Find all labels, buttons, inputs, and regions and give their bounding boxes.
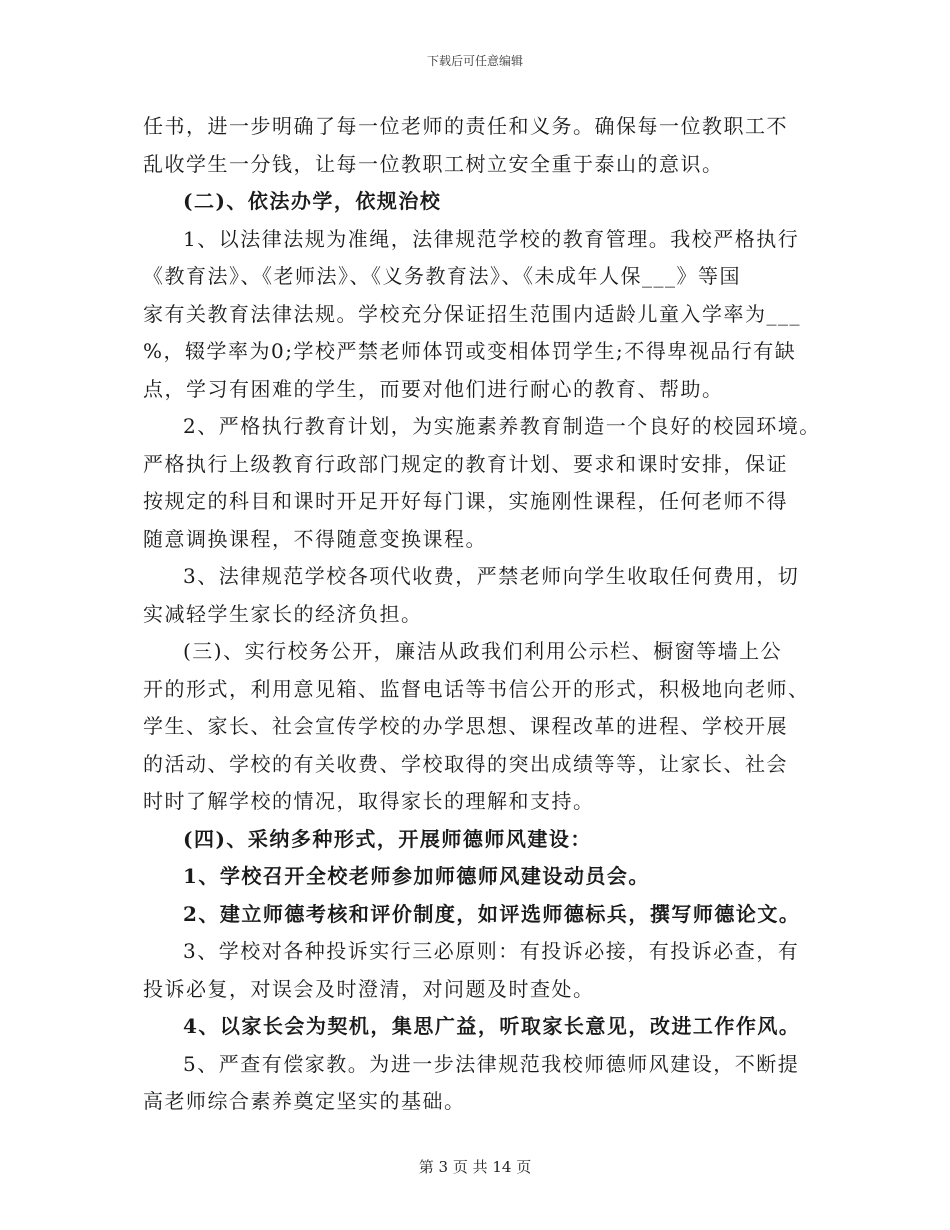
text-line: 3、法律规范学校各项代收费，严禁老师向学生收取任何费用，切 xyxy=(183,564,800,588)
text-line: 《教育法》、《老师法》、《义务教育法》、《未成年人保___》等国 xyxy=(143,264,741,288)
text-line: 家有关教育法律法规。学校充分保证招生范围内适龄儿童入学率为___ xyxy=(143,301,801,326)
page-header: 下载后可任意编辑 xyxy=(426,54,523,68)
text-line: 5、严查有偿家教。为进一步法律规范我校师德师风建设，不断提 xyxy=(183,1051,800,1076)
text-line: 2、建立师德考核和评价制度，如评选师德标兵，撰写师德论文。 xyxy=(183,901,801,926)
text-line: 1、学校召开全校老师参加师德师风建设动员会。 xyxy=(183,864,650,888)
text-line: 任书，进一步明确了每一位老师的责任和义务。确保每一位教职工不 xyxy=(143,114,788,138)
text-line: 3、学校对各种投诉实行三必原则：有投诉必接，有投诉必查，有 xyxy=(183,939,800,963)
text-line: 1、以法律法规为准绳，法律规范学校的教育管理。我校严格执行 xyxy=(183,226,800,251)
text-line: 高老师综合素养奠定坚实的基础。 xyxy=(143,1089,466,1113)
text-line: (三)、实行校务公开，廉洁从政我们利用公示栏、橱窗等墙上公 xyxy=(183,639,783,663)
text-line: 严格执行上级教育行政部门规定的教育计划、要求和课时安排，保证 xyxy=(143,451,788,476)
page-footer: 第 3 页 共 14 页 xyxy=(418,1158,532,1176)
text-line: 时时了解学校的情况，取得家长的理解和支持。 xyxy=(143,789,595,813)
text-line: 2、严格执行教育计划，为实施素养教育制造一个良好的校园环境。 xyxy=(183,414,821,438)
text-line: (二)、依法办学，依规治校 xyxy=(183,189,442,213)
text-line: 实减轻学生家长的经济负担。 xyxy=(143,601,423,626)
text-line: 按规定的科目和课时开足开好每门课，实施刚性课程，任何老师不得 xyxy=(143,489,788,513)
text-line: 点，学习有困难的学生，而要对他们进行耐心的教育、帮助。 xyxy=(143,376,724,401)
text-line: 乱收学生一分钱，让每一位教职工树立安全重于泰山的意识。 xyxy=(143,151,724,176)
document-body xyxy=(143,108,823,1121)
text-line: 开的形式，利用意见箱、监督电话等书信公开的形式，积极地向老师、 xyxy=(143,676,810,701)
text-line: 的活动、学校的有关收费、学校取得的突出成绩等等，让家长、社会 xyxy=(143,751,788,776)
text-line: 学生、家长、社会宣传学校的办学思想、课程改革的进程、学校开展 xyxy=(143,714,788,738)
text-line: 随意调换课程，不得随意变换课程。 xyxy=(143,526,487,551)
text-line: 4、以家长会为契机，集思广益，听取家长意见，改进工作作风。 xyxy=(183,1014,801,1038)
text-line: (四)、采纳多种形式，开展师德师风建设： xyxy=(183,826,592,851)
text-line: 投诉必复，对误会及时澄清，对问题及时查处。 xyxy=(143,976,595,1001)
text-line: %，辍学率为0;学校严禁老师体罚或变相体罚学生;不得卑视品行有缺 xyxy=(143,339,797,363)
